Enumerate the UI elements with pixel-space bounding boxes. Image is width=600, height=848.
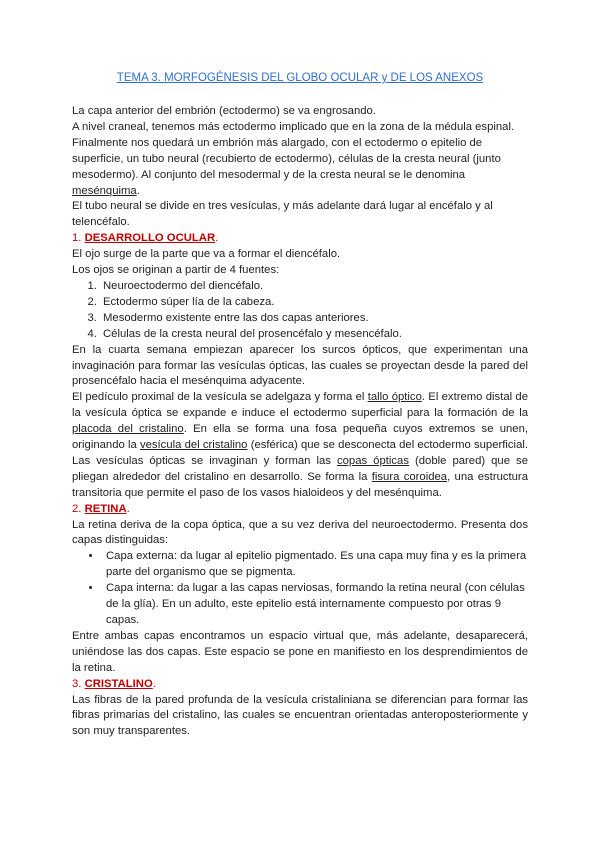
paragraph bbox=[72, 390, 528, 501]
section-title: DESARROLLO OCULAR bbox=[84, 232, 216, 245]
list-item: 3. Mesodermo existente entre las dos capas anteriores. bbox=[100, 311, 528, 327]
page-title: TEMA 3. MORFOGÉNESIS DEL GLOBO OCULAR y DE LOS ANEXOS bbox=[116, 72, 484, 84]
paragraph: Las fibras de la pared profunda de la vesícula cristaliniana se diferencian para formar las fibras primarias del cristalino, las cuales se encuentran orientadas anteroposteriormente y son muy transparentes. bbox=[72, 693, 528, 738]
term-tallo-optico: tallo óptico bbox=[367, 391, 422, 404]
sources-list bbox=[72, 279, 528, 343]
term-vesicula-cristalino: vesícula del cristalino bbox=[139, 439, 248, 452]
section-heading-desarrollo-ocular bbox=[72, 231, 528, 247]
paragraph: La retina deriva de la copa óptica, que a su vez deriva del neuroectodermo. Presenta dos capas distinguidas: bbox=[72, 518, 528, 547]
list-item: • Capa externa: da lugar al epitelio pigmentado. Es una capa muy fina y es la primera parte del organismo que se pigmenta. bbox=[102, 549, 528, 581]
intro-text: Finalmente nos quedará un embrión más alargado, con el ectodermo o epitelio de superficie, un tubo neural (recubierto de ectodermo), células de la cresta neural (junto mesodermo). Al conjunto del mesodermal y de la cresta neural se le denomina bbox=[72, 136, 501, 181]
intro-text: . bbox=[136, 184, 140, 197]
text: , una estructura transitoria que permite el paso de los vasos hialoideos y del mesénquima. bbox=[72, 470, 528, 499]
text: . En ella se forma una fosa pequeña cuyos extremos se unen, originando la bbox=[72, 423, 528, 452]
section-period: . bbox=[152, 677, 156, 690]
section-number: 3. bbox=[72, 677, 85, 690]
term-placoda: placoda del cristalino bbox=[72, 423, 184, 436]
intro-paragraph-3 bbox=[72, 136, 528, 200]
intro-paragraph-4: El tubo neural se divide en tres vesículas, y más adelante dará lugar al encéfalo y al telencéfalo. bbox=[72, 200, 493, 229]
layers-list bbox=[72, 549, 528, 629]
paragraph: El ojo surge de la parte que va a formar el diencéfalo. bbox=[72, 248, 341, 261]
term-copas-opticas: copas ópticas bbox=[336, 454, 409, 467]
text: El pedículo proximal de la vesícula se adelgaza y forma el bbox=[72, 391, 368, 404]
list-item: 1. Neuroectodermo del diencéfalo. bbox=[100, 279, 528, 295]
section-period: . bbox=[126, 502, 130, 515]
section-heading-retina bbox=[72, 502, 528, 518]
term-mesenquima: mesénquima bbox=[72, 184, 137, 197]
section-title: CRISTALINO bbox=[84, 677, 153, 690]
section-heading-cristalino bbox=[72, 677, 528, 693]
text: . El extremo distal de la vesícula óptica se expande e induce el ectodermo superficial para la formación de la bbox=[72, 391, 528, 420]
section-number: 1. bbox=[72, 232, 85, 245]
term-fisura-coroidea: fisura coroidea bbox=[371, 470, 448, 483]
intro-paragraph-1: La capa anterior del embrión (ectodermo) se va engrosando. bbox=[72, 105, 376, 117]
text: (esférica) que se desconecta del ectodermo superficial. Las vesículas ópticas se invaginan y forman las bbox=[72, 439, 528, 467]
document-body bbox=[72, 104, 528, 740]
list-item: 4. Células de la cresta neural del prosencéfalo y mesencéfalo. bbox=[100, 327, 528, 343]
section-number: 2. bbox=[72, 502, 85, 515]
paragraph: Los ojos se originan a partir de 4 fuentes: bbox=[72, 264, 280, 277]
paragraph: En la cuarta semana empiezan aparecer los surcos ópticos, que experimentan una invaginación para formar las vesículas ópticas, las cuales se proyectan desde la pared del prosencéfalo hacia el mesénquima adyacente. bbox=[72, 343, 528, 388]
text: (doble pared) que se pliegan alrededor del cristalino en desarrollo. Se forma la bbox=[72, 454, 528, 483]
list-item: 2. Ectodermo súper lía de la cabeza. bbox=[100, 295, 528, 311]
intro-paragraph-2: A nivel craneal, tenemos más ectodermo implicado que en la zona de la médula espinal. bbox=[72, 120, 515, 133]
paragraph: Entre ambas capas encontramos un espacio virtual que, más adelante, desaparecerá, uniéndose las dos capas. Este espacio se pone en manifiesto en los desprendimientos de la retina. bbox=[72, 629, 528, 674]
section-title: RETINA bbox=[84, 502, 127, 515]
section-period: . bbox=[215, 232, 219, 245]
list-item: • Capa interna: da lugar a las capas nerviosas, formando la retina neural (con células de la glía). En un adulto, este epitelio está internamente compuesto por otras 9 capas. bbox=[102, 581, 528, 629]
